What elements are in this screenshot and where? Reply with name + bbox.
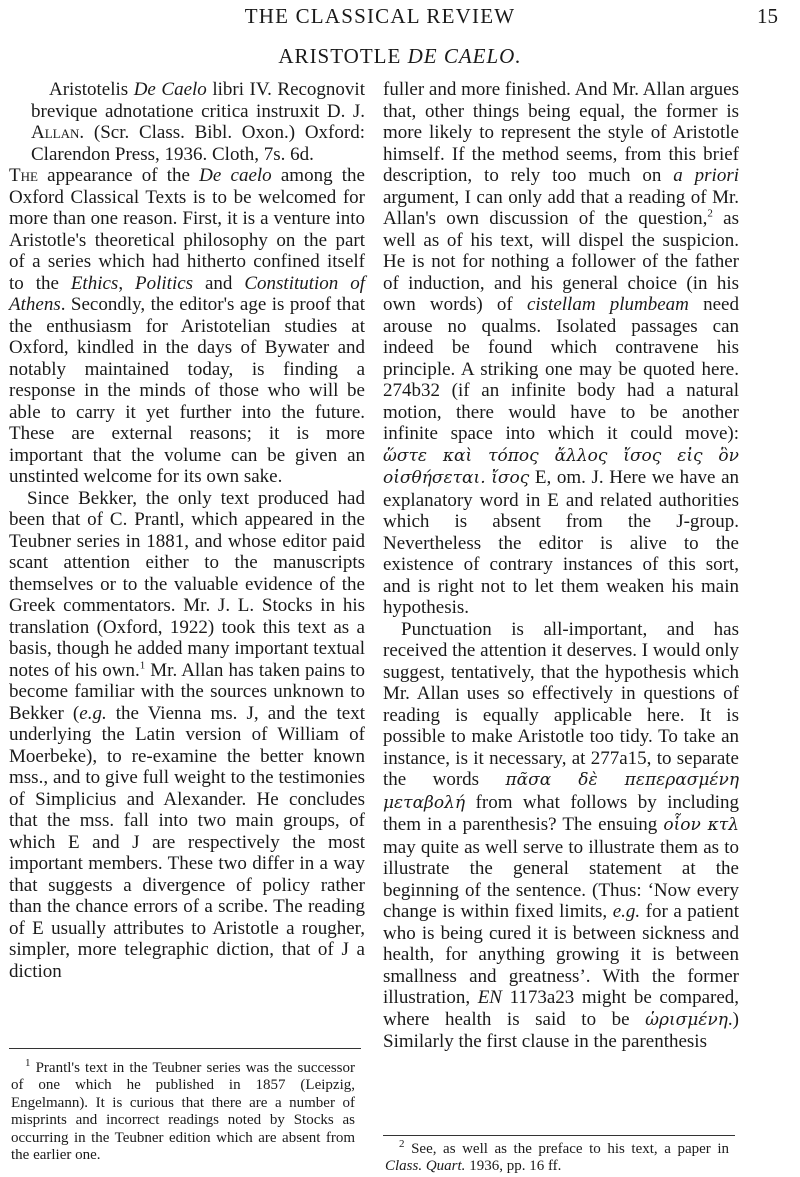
text-run: among the Oxford Classical Texts is to be welcomed for more than one reason. First, it is a venture into Aristotle's theoretical philosophy on the part of a series which had hitherto confined itself to the <box>9 165 365 294</box>
text-run: for a patient who is being cured it is between sickness and health, for anything growing it is between smallness and greatness’. With the former illustration, <box>383 901 740 1008</box>
greek-word: ἴσος <box>491 468 530 488</box>
article-title <box>0 44 800 69</box>
text-run: need arouse no qualms. Isolated passages can indeed be found which contravene his principle. A striking one may be quoted here. 274b32 (if an infinite body had a natural motion, there would have to be another infinite space into which it could move): <box>383 294 739 444</box>
right-paragraph-2 <box>383 619 739 1053</box>
text-run: . Secondly, the editor's age is proof that the enthusiasm for Aristotelian studies at Oxford, kindled in the days of Bywater and notably maintained today, is finding a response in the minds of those who will be able to carry it yet further into the future. These are external reasons; it is more important that the volume can be given an unstinted welcome for its own sake. <box>9 294 365 487</box>
italic-run: cistellam plumbeam <box>526 294 689 315</box>
footnote-1 <box>11 1057 355 1164</box>
article-work: DE CAELO. <box>407 44 522 68</box>
italic-run: Politics <box>135 272 194 294</box>
text-run: may quite as well serve to illustrate them as to illustrate the general statement at the beginning of the sentence. (Thus: ‘Now every change is within fixed limits, <box>383 836 739 922</box>
biblio-publication: . (Scr. Class. Bibl. Oxon.) Oxford: Clarendon Press, 1936. Cloth, 7s. 6d. <box>31 122 365 165</box>
footnote-2 <box>385 1138 729 1176</box>
italic-run: e.g. <box>79 702 107 724</box>
text-run: Mr. Allan has taken pains to become familiar with the sources unknown to Bekker ( <box>9 659 365 724</box>
greek-quotation: πᾶσα δὲ πεπερασμένη μεταβολή <box>383 770 740 813</box>
biblio-editor: Allan <box>31 122 80 143</box>
text-run: 1173a23 might be compared, where health is said to be <box>383 987 740 1030</box>
footnote-ref-1: 1 <box>139 659 146 672</box>
text-run: , <box>118 272 135 294</box>
biblio-work-title: De Caelo <box>133 79 207 100</box>
italic-run: De caelo <box>199 165 272 186</box>
footnote-journal: Class. Quart. <box>385 1158 466 1175</box>
text-run: E, om. J. Here we have an explanatory word in E and related authorities which is absent from the J-group. Nevertheless the editor is alive to the existence of contrary instances of this sort, and is right not to let them weaken his main hypothesis. <box>383 467 739 618</box>
footnote-number: 1 <box>25 1057 31 1069</box>
text-run: fuller and more finished. And Mr. Allan argues that, other things being equal, the former is more likely to represent the style of Aristotle himself. If the method seems, from this brief description, to rely too much on <box>383 79 739 186</box>
italic-run: Ethics <box>70 272 119 294</box>
text-run: Punctuation is all-important, and has received the attention it deserves. I would only suggest, tentatively, that the hypothesis which Mr. Allan uses so effectively in questions of reading is equally applicable here. It is possible to make Aristotle too tidy. To take an instance, is it necessary, at 277a15, to separate the words <box>383 618 739 790</box>
footnote-divider-left <box>9 1048 361 1049</box>
italic-run: a priori <box>673 165 739 186</box>
text-run: the Vienna ms. J, and the text underlying the Latin version of William of Moerbeke), to re-examine the better known mss., and to give full weight to the testimonies of Simplicius and Alexander. He concludes that the mss. fall into two main groups, of which E and J are respectively the most important members. These two differ in a way that suggests a divergence of policy rather than the chance errors of a scribe. The reading of E usually attributes to Aristotle a rougher, simpler, more telegraphic diction, that of J a diction <box>9 702 365 982</box>
bibliographic-entry <box>9 79 365 165</box>
text-run: from what follows by including them in a parenthesis? The ensuing <box>383 791 739 835</box>
page-number: 15 <box>757 4 778 28</box>
footnote-text: Prantl's text in the Teubner series was the successor of one which he published in 1857 (Leipzig, Engelmann). It is curious that there are a number of misprints and incorrect readings noted by Stocks as occurring in the Teubner edition which are absent from the earlier one. <box>11 1060 355 1164</box>
text-run: appearance of the <box>37 165 200 186</box>
biblio-text: Aristotelis <box>49 79 134 100</box>
footnote-number: 2 <box>399 1138 405 1150</box>
running-head <box>0 2 800 30</box>
italic-run: EN <box>477 987 502 1008</box>
left-paragraph-2 <box>9 488 365 983</box>
italic-run: Constitution of Athens <box>9 272 366 315</box>
text-run: as well as of his text, will dispel the suspicion. He is not for nothing a follower of the father of induction, and his general choice (in his own words) of <box>383 208 739 315</box>
text-run: .) Similarly the first clause in the parenthesis <box>383 1008 739 1052</box>
italic-run: e.g. <box>612 901 641 922</box>
footnote-text: See, as well as the preface to his text, a paper in <box>404 1141 729 1157</box>
greek-word: ὡρισμένη <box>645 1009 728 1030</box>
footnote-divider-right <box>383 1135 735 1136</box>
journal-title: THE CLASSICAL REVIEW <box>244 4 516 28</box>
paragraph-lead: The <box>9 165 38 186</box>
left-column <box>9 79 365 982</box>
text-run: Since Bekker, the only text produced had been that of C. Prantl, which appeared in the Teubner series in 1881, and whose editor paid scant attention either to the manuscripts themselves or to the valuable evidence of the Greek commentators. Mr. J. L. Stocks in his translation (Oxford, 1922) took this text as a basis, though he added many important textual notes of his own. <box>9 487 365 681</box>
text-run: and <box>193 272 245 294</box>
biblio-text: libri IV. Recognovit brevique adnotatione critica instruxit D. J. <box>31 79 365 122</box>
right-paragraph-1 <box>383 79 739 619</box>
right-column <box>383 79 739 1053</box>
greek-quotation: ὥστε καὶ τόπος ἄλλος ἴσος εἰς ὃν οἰσθήσεται. <box>383 445 739 488</box>
footnote-text: 1936, pp. 16 ff. <box>465 1158 562 1175</box>
left-paragraph-1 <box>9 165 365 488</box>
text-run: argument, I can only add that a reading of Mr. Allan's own discussion of the question, <box>383 186 739 229</box>
article-author: ARISTOTLE <box>278 44 402 68</box>
greek-word: οἷον κτλ <box>663 815 739 835</box>
footnote-ref-2: 2 <box>707 207 713 220</box>
